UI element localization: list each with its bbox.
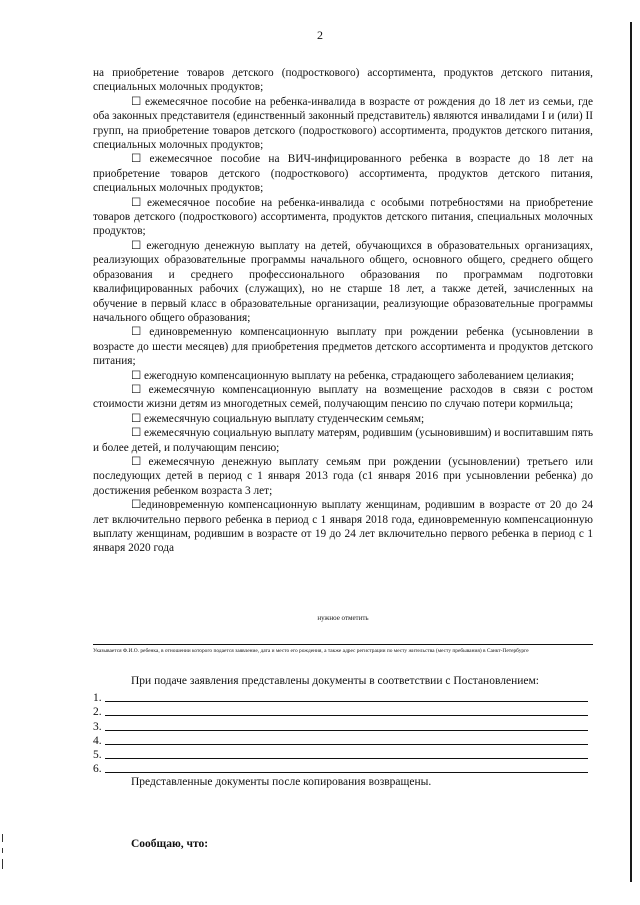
option-hiv-child[interactable]: ☐ ежемесячное пособие на ВИЧ-инфицированного ребенка в возрасте до 18 лет на приобретение товаров детского (подросткового) ассортимента, продуктов детского питания, специальных молочных продуктов; bbox=[93, 153, 593, 195]
note-field bbox=[93, 612, 593, 622]
document-input-line[interactable] bbox=[105, 772, 588, 773]
document-number: 5. bbox=[93, 748, 102, 761]
scan-mark bbox=[2, 848, 3, 853]
document-number: 2. bbox=[93, 706, 102, 719]
option-student-families[interactable]: ☐ ежемесячную социальную выплату студенческим семьям; bbox=[131, 412, 425, 425]
document-input-line[interactable] bbox=[105, 744, 588, 745]
document-number: 1. bbox=[93, 692, 102, 705]
document-row[interactable] bbox=[93, 690, 588, 704]
option-third-child[interactable]: ☐ ежемесячную денежную выплату семьям при рождении (усыновлении) третьего или последующих детей в период с 1 января 2013 года (с1 января 2016 при усыновлении ребенка) до достижения ребенком возраста 3 лет; bbox=[93, 455, 593, 497]
scan-mark bbox=[2, 834, 3, 842]
inform-heading: Сообщаю, что: bbox=[131, 838, 209, 850]
option-disabled-child-parents[interactable]: ☐ ежемесячное пособие на ребенка-инвалида в возрасте от рождения до 18 лет из семьи, где оба законных представителя (единственный законный представитель) являются инвалидами I и (или) II групп, на приобретение товаров детского (подросткового) ассортимента, продуктов детского питания, специальных молочных продуктов; bbox=[93, 95, 593, 152]
document-number: 6. bbox=[93, 763, 102, 776]
footnote: Указывается Ф.И.О. ребенка, в отношении которого подается заявление, дата и место его рождения, а также адрес регистрации по месту жительства (месту пребывания) в Санкт-Петербурге bbox=[93, 648, 529, 654]
scan-mark bbox=[2, 859, 3, 869]
note-label: нужное отметить bbox=[317, 614, 369, 622]
document-input-line[interactable] bbox=[105, 715, 588, 716]
document-row[interactable] bbox=[93, 761, 588, 775]
page-number: 2 bbox=[317, 28, 323, 42]
document-number: 4. bbox=[93, 734, 102, 747]
document-number: 3. bbox=[93, 720, 102, 733]
document-row[interactable] bbox=[93, 718, 588, 732]
documents-intro: При подаче заявления представлены документы в соответствии с Постановлением: bbox=[131, 675, 539, 687]
option-celiac[interactable]: ☐ ежегодную компенсационную выплату на ребенка, страдающего заболеванием целиакия; bbox=[131, 369, 575, 382]
scan-margin-marks bbox=[2, 834, 6, 875]
documents-returned-note: Представленные документы после копирования возвращены. bbox=[131, 776, 432, 788]
document-input-line[interactable] bbox=[105, 758, 588, 759]
benefits-list bbox=[93, 66, 593, 556]
paragraph-continuation: на приобретение товаров детского (подросткового) ассортимента, продуктов детского питания, специальных молочных продуктов; bbox=[93, 67, 593, 94]
option-young-mothers[interactable]: ☐единовременную компенсационную выплату женщинам, родившим в возрасте от 20 до 24 лет включительно первого ребенка в период с 1 января 2018 года, единовременную компенсационную выплату женщинам, родившим в возрасте от 19 до 24 лет включительно первого ребенка в период с 1 января 2020 года bbox=[93, 499, 593, 555]
document-input-line[interactable] bbox=[105, 701, 588, 702]
document-row[interactable] bbox=[93, 733, 588, 747]
page-border-line bbox=[630, 22, 632, 882]
option-large-family-survivor[interactable]: ☐ ежемесячную компенсационную выплату на возмещение расходов в связи с ростом стоимости жизни детям из многодетных семей, получающим пенсию по случаю потери кормильца; bbox=[93, 383, 593, 411]
option-annual-students[interactable]: ☐ ежегодную денежную выплату на детей, обучающихся в образовательных организациях, реализующих образовательные программы начального общего, основного общего, среднего общего образования и среднего профессионального образования по программам подготовки квалифицированных рабочих (служащих), но не старше 18 лет, а также детей, зачисленных на обучение в первый класс в образовательные организации, реализующие образовательные программы начального общего образования; bbox=[93, 239, 593, 324]
footnote-rule bbox=[93, 644, 593, 645]
option-birth-compensation[interactable]: ☐ единовременную компенсационную выплату при рождении ребенка (усыновлении в возрасте до шести месяцев) для приобретения предметов детского ассортимента и продуктов детского питания; bbox=[93, 326, 593, 368]
document-input-line[interactable] bbox=[105, 730, 588, 731]
document-row[interactable] bbox=[93, 747, 588, 761]
documents-list bbox=[93, 690, 588, 775]
document-row[interactable] bbox=[93, 704, 588, 718]
option-special-needs-child[interactable]: ☐ ежемесячное пособие на ребенка-инвалида с особыми потребностями на приобретение товаров детского (подросткового) ассортимента, продуктов детского питания, специальных молочных продуктов; bbox=[93, 196, 593, 238]
option-mothers-five-children[interactable]: ☐ ежемесячную социальную выплату матерям, родившим (усыновившим) и воспитавшим пять и более детей, и получающим пенсию; bbox=[93, 427, 593, 454]
